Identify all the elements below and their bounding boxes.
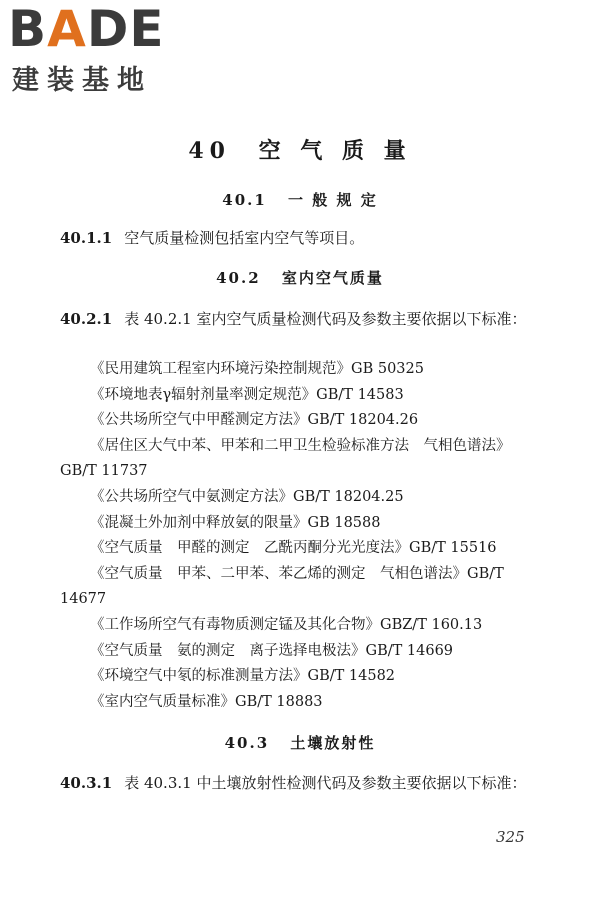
clause-40-3-1 [60,770,540,796]
chapter-title [0,134,600,165]
list-item: 《民用建筑工程室内环境污染控制规范》GB 50325 [90,361,424,377]
clause-text: 表 40.3.1 中土壤放射性检测代码及参数主要依据以下标准： [124,774,527,792]
list-item: 《室内空气质量标准》GB/T 18883 [90,693,323,710]
page-number: 325 [496,828,525,846]
clause-40-2-1 [60,306,540,332]
list-item: 《公共场所空气中氨测定方法》GB/T 18204.25 [90,488,404,505]
clause-40-1-1 [60,225,540,251]
chapter-name: 空 气 质 量 [258,138,412,164]
reference-standards-list [60,357,540,715]
logo-subtitle: 建装基地 [12,65,152,96]
list-item: 《公共场所空气中甲醛测定方法》GB/T 18204.26 [90,412,419,429]
chapter-number: 40 [188,138,231,164]
clause-number: 40.3.1 [60,774,113,792]
section-heading-40-2: 40.2 室内空气质量 [216,269,384,287]
clause-text: 表 40.2.1 室内空气质量检测代码及参数主要依据以下标准： [124,310,527,328]
section-heading-40-1: 40.1 一 般 规 定 [222,191,378,209]
section-heading-40-3: 40.3 土壤放射性 [224,734,376,752]
clause-text: 空气质量检测包括室内空气等项目。 [124,229,365,247]
logo-wordmark: BADE [8,0,165,58]
clause-number: 40.2.1 [60,310,113,328]
list-item: 《环境空气中氡的标准测量方法》GB/T 14582 [90,668,396,685]
list-item: 《工作场所空气有毒物质测定锰及其化合物》GBZ/T 160.13 [90,616,483,633]
list-item: 《空气质量 氨的测定 离子选择电极法》GB/T 14669 [90,642,454,659]
list-item: 《环境地表γ辐射剂量率测定规范》GB/T 14583 [90,386,404,403]
list-item: 《居住区大气中苯、甲苯和二甲卫生检验标准方法 气相色谱法》GB/T 11737 [60,437,511,480]
logo-accent-letter: A [47,0,87,58]
clause-number: 40.1.1 [60,229,113,247]
list-item: 《空气质量 甲醛的测定 乙酰丙酮分光光度法》GB/T 15516 [90,540,497,557]
list-item: 《空气质量 甲苯、二甲苯、苯乙烯的测定 气相色谱法》GB/T 14677 [60,565,504,608]
list-item: 《混凝土外加剂中释放氨的限量》GB 18588 [90,514,381,531]
